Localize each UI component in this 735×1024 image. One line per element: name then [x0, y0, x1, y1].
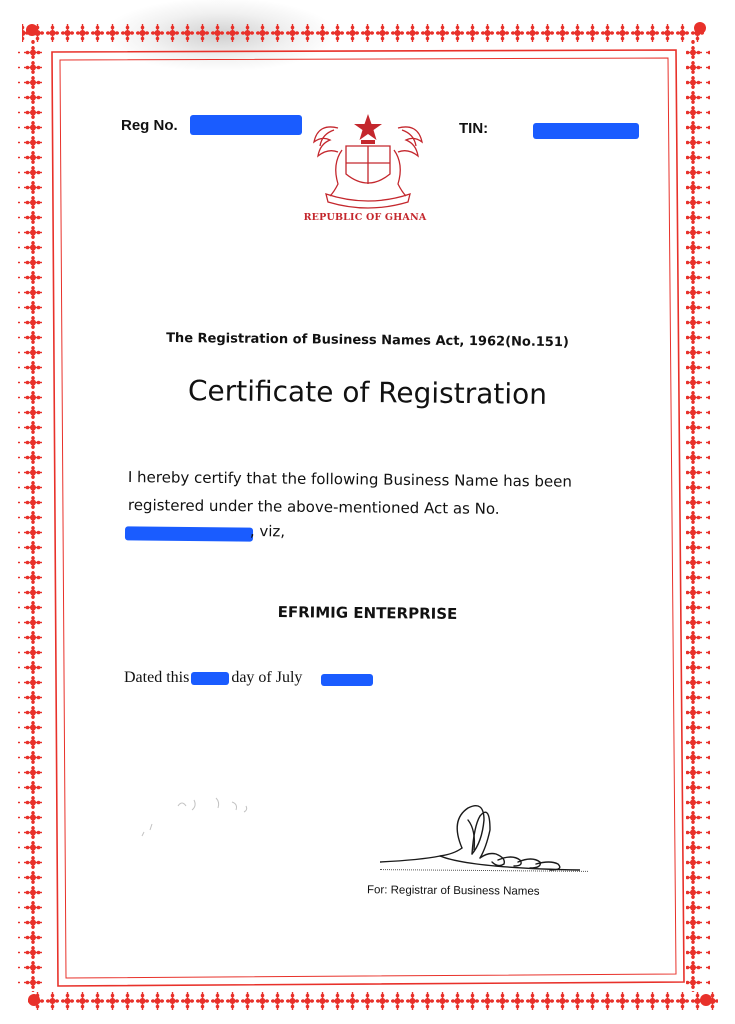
- tin-label: TIN:: [459, 120, 489, 137]
- registrar-signature-icon: [380, 790, 580, 880]
- body-line-1: I hereby certify that the following Business Name has been: [127, 468, 573, 491]
- republic-of-ghana-caption: REPUBLIC OF GHANA: [303, 212, 427, 223]
- certificate-title: Certificate of Registration: [187, 374, 548, 411]
- registrar-label: For: Registrar of Business Names: [366, 884, 540, 898]
- body-line-2: registered under the above-mentioned Act as No.: [127, 496, 500, 518]
- tin-redaction: [533, 123, 639, 139]
- faded-stamp-icon: [120, 780, 280, 860]
- business-name: EFRIMIG ENTERPRISE: [277, 603, 458, 623]
- body-line-3-suffix: , viz,: [249, 522, 286, 541]
- act-reference: The Registration of Business Names Act, 1962(No.151): [166, 330, 569, 351]
- year-redaction: [321, 674, 373, 686]
- dated-line: [124, 669, 302, 687]
- reg-no-redaction: [190, 115, 302, 135]
- dated-middle: day of July: [231, 669, 303, 686]
- day-redaction: [191, 672, 229, 685]
- reg-no-label: Reg No.: [121, 117, 178, 134]
- ghana-coat-of-arms-icon: [308, 108, 428, 212]
- registration-number-redaction: [125, 526, 253, 541]
- dated-prefix: Dated this: [124, 669, 190, 686]
